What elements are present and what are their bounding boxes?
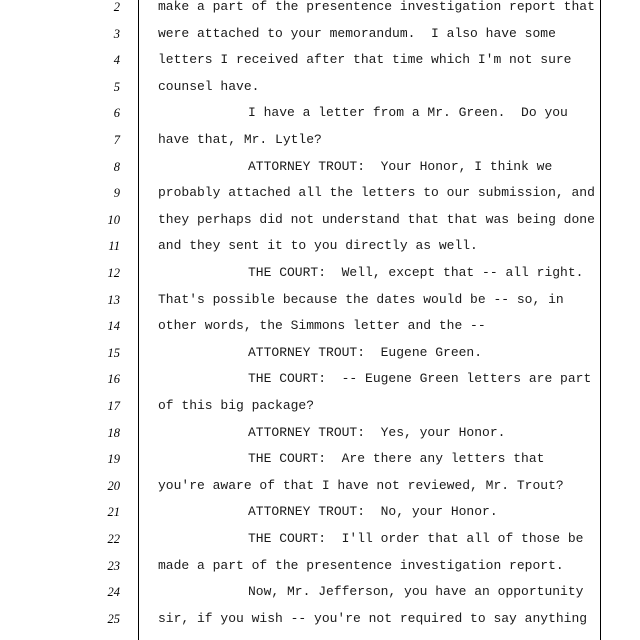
line-number: 19 <box>107 452 120 467</box>
line-text: ATTORNEY TROUT: No, your Honor. <box>248 504 498 520</box>
line-number: 24 <box>107 585 120 600</box>
transcript-line <box>0 157 640 177</box>
transcript-line <box>0 236 640 256</box>
transcript-line <box>0 130 640 150</box>
line-number: 3 <box>113 26 120 41</box>
line-number: 7 <box>113 133 120 147</box>
transcript-line <box>0 77 640 97</box>
line-number: 2 <box>113 0 120 14</box>
line-number: 4 <box>113 53 120 68</box>
line-number: 20 <box>107 478 120 493</box>
line-text: I have a letter from a Mr. Green. Do you <box>248 105 568 121</box>
line-text: letters I received after that time which I'm not sure <box>158 52 572 68</box>
transcript-line <box>0 449 640 469</box>
transcript-line <box>0 343 640 363</box>
line-text: THE COURT: I'll order that all of those be <box>248 531 584 546</box>
line-text: sir, if you wish -- you're not required to say anything <box>158 610 588 626</box>
line-number: 9 <box>113 186 120 201</box>
line-number: 5 <box>113 79 120 94</box>
line-number: 22 <box>107 532 120 546</box>
transcript-line <box>0 529 640 549</box>
line-text: probably attached all the letters to our submission, and <box>158 185 595 201</box>
line-number: 17 <box>107 399 120 413</box>
line-number: 10 <box>107 212 120 227</box>
line-number: 12 <box>107 266 120 280</box>
line-text: That's possible because the dates would be -- so, in <box>158 291 564 307</box>
line-text: you're aware of that I have not reviewed, Mr. Trout? <box>158 477 564 493</box>
line-text: and they sent it to you directly as well. <box>158 238 478 254</box>
transcript-line <box>0 369 640 389</box>
transcript-line <box>0 396 640 416</box>
transcript-line <box>0 502 640 522</box>
line-text: other words, the Simmons letter and the -- <box>158 318 486 334</box>
transcript-line <box>0 423 640 443</box>
transcript-line <box>0 183 640 203</box>
line-number: 6 <box>113 106 120 121</box>
line-text: counsel have. <box>158 78 260 94</box>
line-number: 14 <box>107 319 120 334</box>
transcript-line <box>0 24 640 44</box>
line-number: 8 <box>113 159 120 174</box>
line-text: THE COURT: Well, except that -- all right. <box>248 265 584 280</box>
line-text: Now, Mr. Jefferson, you have an opportunity <box>248 584 584 600</box>
transcript-line <box>0 290 640 310</box>
line-text: THE COURT: Are there any letters that <box>248 451 545 467</box>
line-text: ATTORNEY TROUT: Yes, your Honor. <box>248 424 506 440</box>
transcript-line <box>0 50 640 70</box>
transcript-line <box>0 210 640 230</box>
transcript-line <box>0 556 640 576</box>
line-number: 15 <box>107 345 120 360</box>
transcript-line <box>0 582 640 602</box>
line-text: ATTORNEY TROUT: Your Honor, I think we <box>248 158 553 174</box>
line-number: 21 <box>107 505 120 520</box>
line-number: 13 <box>107 292 120 307</box>
line-number: 11 <box>108 239 120 254</box>
transcript-line <box>0 103 640 123</box>
transcript-line <box>0 609 640 629</box>
transcript-line <box>0 263 640 283</box>
line-text: have that, Mr. Lytle? <box>158 132 322 147</box>
line-text: were attached to your memorandum. I also have some <box>158 25 556 41</box>
line-number: 16 <box>107 372 120 387</box>
line-number: 18 <box>107 425 120 440</box>
line-text: made a part of the presentence investigation report. <box>158 557 564 573</box>
transcript-line <box>0 0 640 17</box>
line-number: 23 <box>107 558 120 573</box>
line-text: they perhaps did not understand that that was being done <box>158 211 595 227</box>
line-text: ATTORNEY TROUT: Eugene Green. <box>248 344 483 360</box>
transcript-line <box>0 316 640 336</box>
line-number: 25 <box>107 611 120 626</box>
line-text: THE COURT: -- Eugene Green letters are part <box>248 371 592 387</box>
line-text: make a part of the presentence investigation report that <box>158 0 595 14</box>
transcript-line <box>0 476 640 496</box>
line-text: of this big package? <box>158 398 315 413</box>
